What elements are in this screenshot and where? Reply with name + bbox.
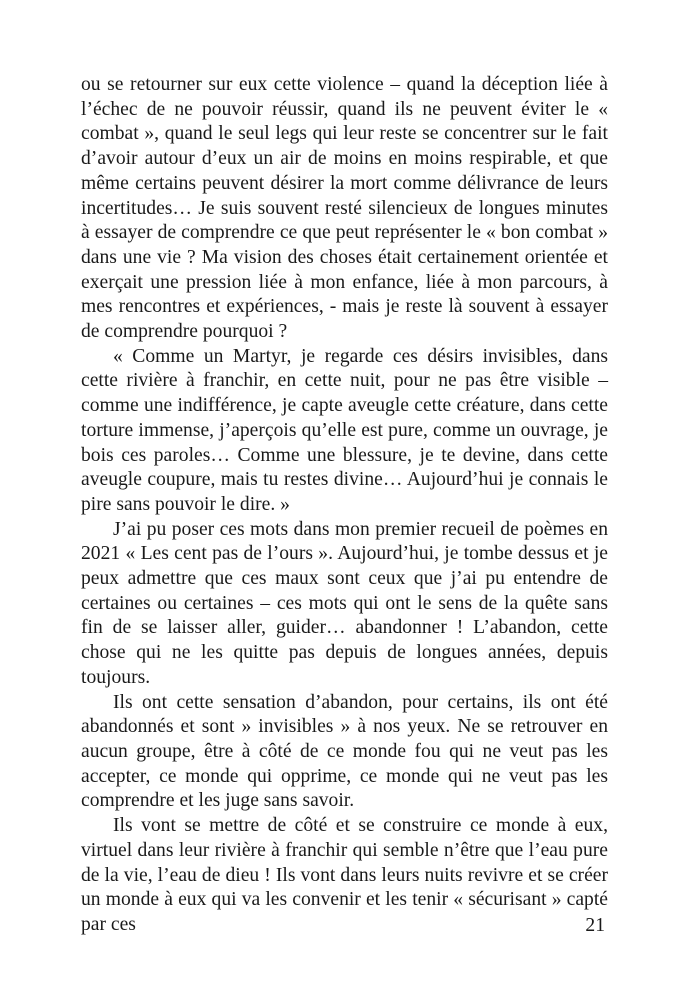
paragraph: J’ai pu poser ces mots dans mon premier recueil de poèmes en 2021 « Les cent pas de l’ours ». Aujourd’hui, je tombe dessus et je peux admettre que ces maux sont ceux que j’ai pu entendre de certaines ou certaines – ces mots qui ont le sens de la quête sans fin de se laisser aller, guider… abandonner ! L’abandon, cette chose qui ne les quitte pas depuis de longues années, depuis toujours.	[81, 518, 608, 688]
body-text	[81, 73, 608, 938]
paragraph: Ils ont cette sensation d’abandon, pour certains, ils ont été abandonnés et sont » invisibles » à nos yeux. Ne se retrouver en aucun groupe, être à côté de ce monde fou qui ne veut pas les accepter, ce monde qui opprime, ce monde qui ne veut pas les comprendre et les juge sans savoir.	[81, 691, 608, 812]
paragraph-poem-quote: « Comme un Martyr, je regarde ces désirs invisibles, dans cette rivière à franchir, en cette nuit, pour ne pas être visible – comme une indifférence, je capte aveugle cette créature, dans cette torture immense, j’aperçois qu’elle est pure, comme un ouvrage, je bois ces paroles… Comme une blessure, je te devine, dans cette aveugle coupure, mais tu restes divine… Aujourd’hui je connais le pire sans pouvoir le dire. »	[81, 345, 608, 515]
paragraph: Ils vont se mettre de côté et se construire ce monde à eux, virtuel dans leur rivière à franchir qui semble n’être que l’eau pure de la vie, l’eau de dieu ! Ils vont dans leurs nuits revivre et se créer un monde à eux qui va les convenir et les tenir « sécurisant » capté par ces	[81, 815, 608, 935]
page-number: 21	[585, 915, 605, 936]
paragraph-continued: ou se retourner sur eux cette violence – quand la déception liée à l’échec de ne pouvoir réussir, quand ils ne peuvent éviter le « combat », quand le seul legs qui leur reste se concentrer sur le fait d’avoir autour d’eux un air de moins en moins respirable, et que même certains peuvent désirer la mort comme délivrance de leurs incertitudes… Je suis souvent resté silencieux de longues minutes à essayer de comprendre ce que peut représenter le « bon combat » dans une vie ? Ma vision des choses était certainement orientée et exerçait une pression liée à mon enfance, liée à mon parcours, à mes rencontres et expériences, - mais je reste là souvent à essayer de comprendre pourquoi ?	[81, 74, 608, 343]
